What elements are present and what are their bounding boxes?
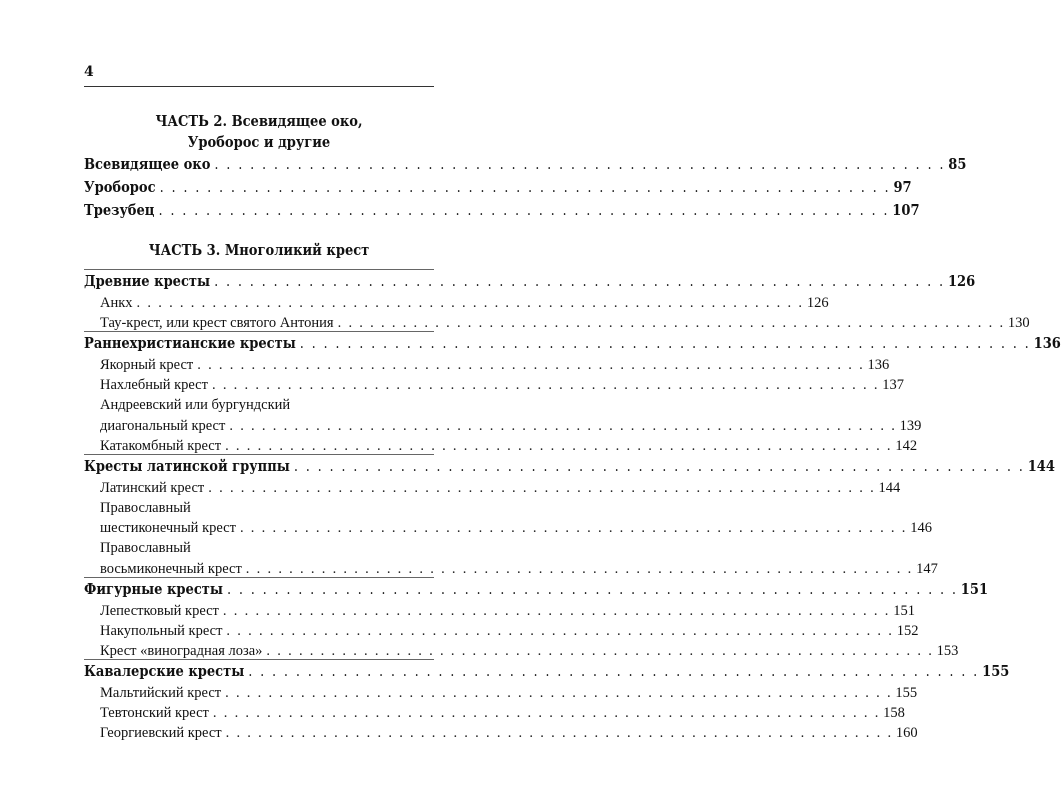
part3-title: ЧАСТЬ 3. Многоликий крест: [148, 242, 370, 259]
dot-leader: . . . . . . . . . . . . . . . . . . . . . . . . . . . . . . . . . . . . . . . . . . . . . . . . . . . . . . . . . . . . . .: [299, 336, 1031, 353]
dot-leader: . . . . . . . . . . . . . . . . . . . . . . . . . . . . . . . . . . . . . . . . . . . . . . . . . . . . . . . . . . . . . .: [197, 357, 865, 373]
toc-page-number: 152: [896, 622, 919, 639]
dot-leader: . . . . . . . . . . . . . . . . . . . . . . . . . . . . . . . . . . . . . . . . . . . . . . . . . . . . . . . . . . . . . .: [222, 602, 891, 619]
toc-page-number: 158: [883, 705, 905, 722]
toc-page-number: 151: [960, 580, 989, 598]
toc-entry-title: Кресты латинской группы: [84, 458, 290, 475]
part2-title-line2: Уроборос и другие: [187, 134, 331, 151]
part2-title-line1: ЧАСТЬ 2. Всевидящее око,: [155, 113, 363, 130]
toc-page-number: 144: [878, 479, 901, 496]
group-separator: [84, 269, 434, 270]
toc-subentry: [100, 703, 905, 723]
toc-subentry: [100, 375, 904, 395]
toc-entry-title: Латинский крест: [100, 479, 205, 496]
toc-page-number: 147: [916, 560, 938, 577]
toc-page-number: 151: [893, 602, 915, 619]
dot-leader: . . . . . . . . . . . . . . . . . . . . . . . . . . . . . . . . . . . . . . . . . . . . . . . . . . . . . . . . . . . . . .: [208, 479, 876, 496]
toc-entry-title: Трезубец: [84, 202, 155, 219]
dot-leader: . . . . . . . . . . . . . . . . . . . . . . . . . . . . . . . . . . . . . . . . . . . . . . . . . . . . . . . . . . . . . .: [226, 581, 958, 598]
toc-subentry: [100, 641, 959, 661]
group-separator: [84, 454, 434, 455]
dot-leader: . . . . . . . . . . . . . . . . . . . . . . . . . . . . . . . . . . . . . . . . . . . . . . . . . . . . . . . . . . . . . .: [211, 377, 880, 394]
toc-entry-title: диагональный крест: [100, 417, 226, 434]
toc-subentry: [100, 601, 915, 621]
dot-leader: . . . . . . . . . . . . . . . . . . . . . . . . . . . . . . . . . . . . . . . . . . . . . . . . . . . . . . . . . . . . . .: [214, 274, 945, 290]
toc-subentry: [100, 518, 932, 538]
toc-page-number: 142: [895, 437, 918, 454]
dot-leader: . . . . . . . . . . . . . . . . . . . . . . . . . . . . . . . . . . . . . . . . . . . . . . . . . . . . . . . . . . . . . .: [248, 664, 980, 681]
toc-subentry: [100, 293, 829, 313]
toc-page-number: 144: [1027, 458, 1055, 475]
toc-entry-title: Древние кресты: [84, 273, 211, 290]
toc-entry-title: Накупольный крест: [100, 622, 223, 639]
toc-subentry: [100, 436, 918, 456]
toc-subentry: [100, 723, 918, 743]
toc-subentry: [100, 559, 938, 579]
toc-entry-title: Фигурные кресты: [84, 580, 223, 598]
toc-page-number: 136: [867, 357, 890, 373]
toc-page-number: 139: [899, 417, 922, 434]
toc-subentry: [100, 478, 901, 498]
toc-group-entry: [84, 272, 976, 292]
group-separator: [84, 331, 434, 332]
dot-leader: . . . . . . . . . . . . . . . . . . . . . . . . . . . . . . . . . . . . . . . . . . . . . . . . . . . . . . . . . . . . . .: [239, 520, 908, 537]
dot-leader: . . . . . . . . . . . . . . . . . . . . . . . . . . . . . . . . . . . . . . . . . . . . . . . . . . . . . . . . . . . . . .: [159, 180, 891, 196]
toc-entry-title: шестиконечный крест: [100, 520, 236, 537]
toc-entry-title-line: Православный: [100, 540, 191, 557]
toc-entry-title: Якорный крест: [100, 357, 194, 373]
toc-entry-title: Тевтонский крест: [100, 705, 209, 722]
toc-entry-title: Анкх: [100, 294, 133, 311]
toc-page-number: 136: [1033, 335, 1061, 353]
toc-page-number: 126: [947, 273, 976, 290]
toc-page-number: 153: [936, 643, 959, 659]
toc-subentry: [100, 416, 922, 436]
dot-leader: . . . . . . . . . . . . . . . . . . . . . . . . . . . . . . . . . . . . . . . . . . . . . . . . . . . . . . . . . . . . . .: [225, 685, 893, 701]
toc-entry: [84, 155, 967, 175]
dot-leader: . . . . . . . . . . . . . . . . . . . . . . . . . . . . . . . . . . . . . . . . . . . . . . . . . . . . . . . . . . . . . .: [226, 622, 894, 639]
toc-entry-title-line: Православный: [100, 500, 191, 516]
toc-page-number: 85: [948, 156, 967, 173]
dot-leader: . . . . . . . . . . . . . . . . . . . . . . . . . . . . . . . . . . . . . . . . . . . . . . . . . . . . . . . . . . . . . .: [214, 157, 946, 173]
toc-page-number: 146: [910, 520, 932, 537]
group-separator: [84, 577, 434, 578]
toc-subentry: [100, 621, 919, 641]
toc-entry-title: Тау-крест, или крест святого Антония: [100, 315, 334, 331]
toc-entry-title: Нахлебный крест: [100, 377, 208, 394]
toc-page-number: 107: [892, 202, 920, 219]
group-separator: [84, 659, 434, 660]
toc-group-entry: [84, 457, 1055, 477]
dot-leader: . . . . . . . . . . . . . . . . . . . . . . . . . . . . . . . . . . . . . . . . . . . . . . . . . . . . . . . . . . . . . .: [245, 560, 914, 577]
toc-entry-title: Всевидящее око: [84, 156, 211, 173]
toc-entry-title: Георгиевский крест: [100, 725, 222, 742]
toc-subentry: [100, 313, 1030, 333]
toc-entry: [84, 201, 920, 221]
dot-leader: . . . . . . . . . . . . . . . . . . . . . . . . . . . . . . . . . . . . . . . . . . . . . . . . . . . . . . . . . . . . . .: [337, 315, 1005, 331]
toc-entry-title-line: Андреевский или бургундский: [100, 397, 291, 414]
toc-group-entry: [84, 662, 1010, 682]
toc-subentry: [100, 683, 918, 703]
toc-page-number: 160: [895, 725, 918, 742]
dot-leader: . . . . . . . . . . . . . . . . . . . . . . . . . . . . . . . . . . . . . . . . . . . . . . . . . . . . . . . . . . . . . .: [293, 459, 1025, 475]
toc-entry-title: Катакомбный крест: [100, 437, 222, 454]
toc-entry-title: Уроборос: [84, 179, 156, 196]
page-number: 4: [84, 64, 94, 80]
dot-leader: . . . . . . . . . . . . . . . . . . . . . . . . . . . . . . . . . . . . . . . . . . . . . . . . . . . . . . . . . . . . . .: [158, 203, 890, 219]
toc-group-entry: [84, 334, 1061, 354]
toc-page-number: 97: [893, 179, 912, 196]
toc-entry-title: Лепестковый крест: [100, 602, 219, 619]
toc-entry-title: Кавалерские кресты: [84, 663, 245, 681]
toc-entry-title: восьмиконечный крест: [100, 560, 242, 577]
toc-entry: [84, 178, 912, 198]
dot-leader: . . . . . . . . . . . . . . . . . . . . . . . . . . . . . . . . . . . . . . . . . . . . . . . . . . . . . . . . . . . . . .: [225, 725, 893, 742]
dot-leader: . . . . . . . . . . . . . . . . . . . . . . . . . . . . . . . . . . . . . . . . . . . . . . . . . . . . . . . . . . . . . .: [229, 417, 897, 434]
toc-subentry: [100, 355, 890, 375]
dot-leader: . . . . . . . . . . . . . . . . . . . . . . . . . . . . . . . . . . . . . . . . . . . . . . . . . . . . . . . . . . . . . .: [212, 705, 881, 722]
toc-page-number: 130: [1007, 315, 1030, 331]
toc-entry-title: Мальтийский крест: [100, 685, 222, 701]
dot-leader: . . . . . . . . . . . . . . . . . . . . . . . . . . . . . . . . . . . . . . . . . . . . . . . . . . . . . . . . . . . . . .: [225, 437, 893, 454]
toc-entry-title: Раннехристианские кресты: [84, 335, 296, 353]
toc-entry-title: Крест «виноградная лоза»: [100, 643, 263, 659]
toc-page-number: 155: [895, 685, 918, 701]
toc-group-entry: [84, 580, 989, 600]
toc-page-number: 126: [806, 294, 829, 311]
toc-page-number: 137: [882, 377, 904, 394]
toc-page-number: 155: [982, 663, 1010, 681]
dot-leader: . . . . . . . . . . . . . . . . . . . . . . . . . . . . . . . . . . . . . . . . . . . . . . . . . . . . . . . . . . . . . .: [266, 643, 934, 659]
dot-leader: . . . . . . . . . . . . . . . . . . . . . . . . . . . . . . . . . . . . . . . . . . . . . . . . . . . . . . . . . . . . . .: [136, 294, 804, 311]
header-rule: [84, 86, 434, 87]
